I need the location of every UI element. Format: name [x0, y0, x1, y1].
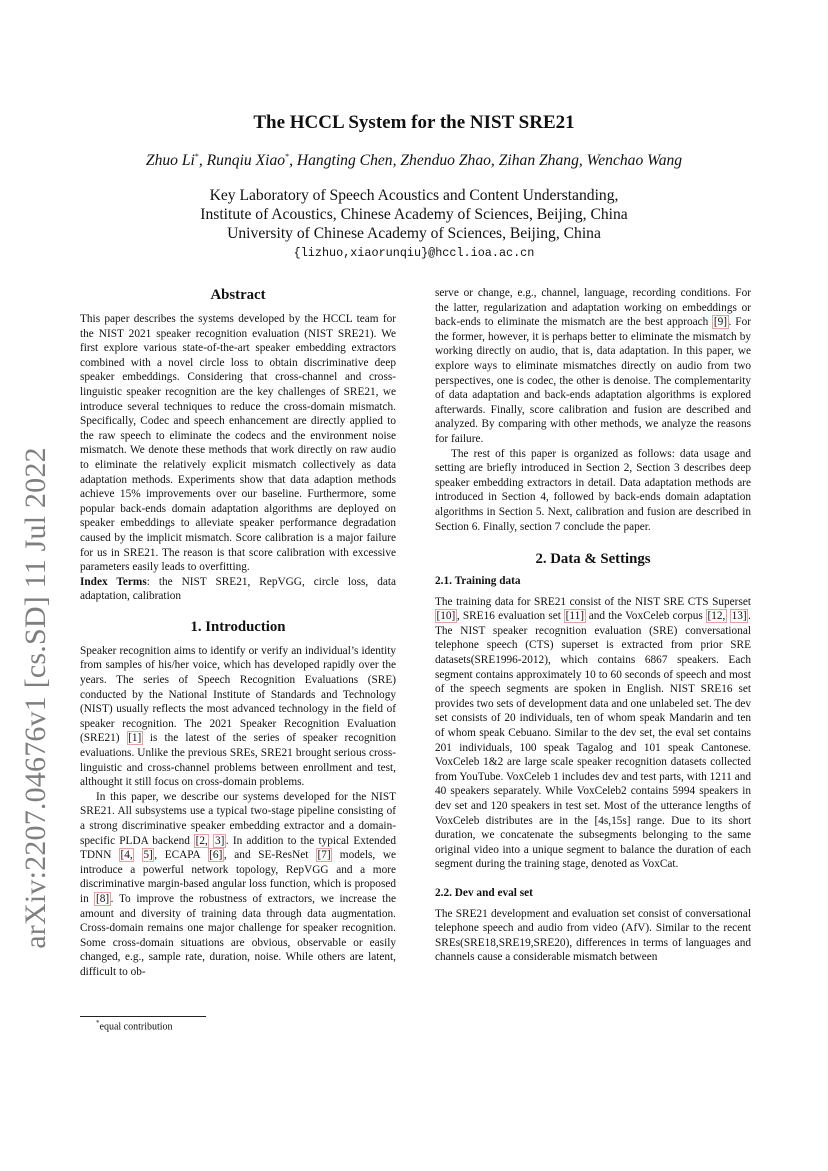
author-list: Zhuo Li*, Runqiu Xiao*, Hangting Chen, Zhenduo Zhao, Zihan Zhang, Wenchao Wang: [145, 152, 683, 170]
right-column: [435, 286, 751, 965]
index-terms: [80, 575, 396, 604]
citation-link[interactable]: [7]: [317, 849, 331, 862]
citation-link[interactable]: [2,: [195, 834, 208, 847]
footnote-mark: *: [96, 1019, 100, 1027]
dev-eval-subheading: 2.2. Dev and eval set: [435, 886, 533, 899]
abstract-heading: Abstract: [210, 287, 266, 303]
affiliation-line-2: Institute of Acoustics, Chinese Academy of Sciences, Beijing, China: [200, 206, 628, 223]
intro-paragraph-2: In this paper, we describe our systems developed for the NIST SRE21. All subsystems use a typical two-stage pipeline consisting of a strong discriminative speaker embedding extractor and a domain-specific PLDA backend [2, 3] . In addition to the typical Extended TDNN [4, 5] , ECAPA [6] , and SE-ResNet [7] models, we introduce a powerful network topology, RepVGG and a more discriminative margin-based angular loss function, which is proposed in [8] . To improve the robustness of extractors, we increase the amount and diversity of training data through data augmentation. Cross-domain remains one major challenge for speaker recognition. Some cross-domain situations are obvious, observable or easily changed, e.g., sample rate, duration, noise. While others are latent, difficult to ob-: [80, 790, 397, 978]
citation-link[interactable]: [12,: [707, 610, 726, 623]
footnote-divider: [80, 1016, 206, 1017]
author-2: Runqiu Xiao: [206, 152, 286, 170]
affiliation-line-3: University of Chinese Academy of Sciences, Beijing, China: [227, 225, 601, 242]
citation-link[interactable]: [4,: [120, 849, 133, 862]
left-column: [80, 286, 396, 980]
introduction-heading: 1. Introduction: [190, 618, 286, 635]
citation-link[interactable]: [10]: [436, 610, 456, 623]
citation-link[interactable]: [1]: [128, 732, 142, 745]
footnote: [96, 1019, 173, 1032]
affiliation-line-1: Key Laboratory of Speech Acoustics and Content Understanding,: [209, 187, 619, 204]
footnote-text: equal contribution: [99, 1021, 173, 1033]
data-settings-heading: 2. Data & Settings: [535, 551, 651, 568]
intro-paragraph-1: Speaker recognition aims to identify or verify an individual’s identity from samples of his/her voice, which has developed rapidly over the years. The series of Speech Recognition Evaluations (SRE) conducted by the National Institute of Standards and Technology (NIST) usually reflects the most advanced technology in the field of speaker recognition. The 2021 Speaker Recognition Evaluation (SRE21) [1] is the latest of the series of speaker recognition evaluations. Unlike the previous SREs, SRE21 brought serious cross-linguistic and cross-channel problems between enrollment and test, althought it still focus on cross-domain problems.: [80, 644, 396, 789]
intro-paragraph-4: The rest of this paper is organized as follows: data usage and setting are briefly introduced in Section 2, Section 3 describes deep speaker embedding extractors in detail. Data adaptation methods are introduced in Section 4, followed by back-ends domain adaptation algorithms in Section 5. Next, calibration and fusion are described in Section 6. Finally, section 7 conclude the paper.: [435, 447, 751, 533]
index-terms-text: : the NIST SRE21, RepVGG, circle loss, data adaptation, calibration: [80, 575, 397, 603]
citation-link[interactable]: 3]: [214, 834, 225, 847]
dev-eval-paragraph: The SRE21 development and evaluation set consist of conversational telephone speech and audio from video (AfV). Similar to the recent SREs(SRE18,SRE19,SRE20), differences in terms of languages and channels cause a considerable mismatch between: [435, 907, 751, 964]
training-data-subheading: 2.1. Training data: [435, 575, 521, 588]
citation-link[interactable]: 13]: [731, 610, 747, 623]
intro-paragraph-3: serve or change, e.g., channel, language, recording conditions. For the latter, regularization and adaptation working on embeddings or back-ends to eliminate the mismatch are the best approach [9] . For the former, however, it is perhaps better to eliminate the mismatch by working directly on audio, that is, data adaptation. In this paper, we explore ways to eliminate mismatches directly on audio from two perspectives, one is codec, the other is denoise. The complementarity of data adaptation and back-ends adaptation algorithms is explored afterwards. Finally, score calibration and fusion are described and analyzed. By comparing with other methods, we analyze the reasons for failure.: [435, 287, 751, 445]
index-terms-label: Index Terms: [80, 575, 147, 588]
citation-link[interactable]: [9]: [713, 316, 727, 329]
arxiv-identifier: arXiv:2207.04676v1 [cs.SD] 11 Jul 2022: [19, 447, 52, 949]
author-1: Zhuo Li: [145, 152, 195, 170]
training-data-paragraph: The training data for SRE21 consist of the NIST SRE CTS Superset [10] , SRE16 evaluation set [11] and the VoxCeleb corpus [12, 13] . The NIST speaker recognition evaluation (SRE) conversational telephone speech (CTS) superset is extracted from prior SRE datasets(SRE1996-2012), which contains 6867 speakers. Each segment contains approximately 10 to 60 seconds of speech and most of the speech segments are spoken in English. NIST SRE16 set provides two sets of development data and one unlabeled set. The dev set consists of 20 individuals, ten of whom speak Mandarin and ten of whom speak Cebuano. Similar to the dev set, the eval set contains 201 individuals, 100 speak Tagalog and 101 speak Cantonese. VoxCeleb 1&2 are large scale speaker recognition datasets collected from YouTube. VoxCeleb 1 includes dev and test parts, with 1211 and 40 speakers separately. While VoxCeleb2 contains 5994 speakers in dev set and 120 speakers in test set. Most of the utterance lengths of VoxCeleb distributes are in the [4s,15s] range. Due to its short duration, we concatenate the subsegments belonging to the same original video into a unique segment to balance the duration of each segment during the training stage, denoted as VoxCat.: [435, 595, 752, 871]
abstract-text: This paper describes the systems developed by the HCCL team for the NIST 2021 speaker recognition evaluation (NIST SRE21). We first explore various state-of-the-art speaker embedding extractors combined with a novel circle loss to obtain discriminative deep speaker embeddings. Considering that cross-channel and cross-linguistic speaker recognition are the key challenges of SRE21, we introduce several techniques to reduce the cross-domain mismatch. Specifically, Codec and speech enhancement are directly applied to the raw speech to eliminate the codecs and the environment noise mismatch. We denote these methods that work directly on raw audio to eliminate the relatively explicit mismatch collectively as data adaptation methods. Experiments show that data adaption methods achieve 15% improvements over our baseline. Furthermore, some popular back-ends domain adaptation algorithms are deployed on speaker embeddings to alleviate speaker performance degradation caused by the implicit mismatch. Score calibration is a major failure for us in SRE21. The reason is that score calibration with excessive parameters easily leads to overfitting.: [80, 313, 396, 574]
contact-email: {lizhuo,xiaorunqiu}@hccl.ioa.ac.cn: [293, 246, 535, 260]
citation-link[interactable]: [6]: [209, 849, 223, 862]
equal-contribution-mark: *: [194, 152, 199, 161]
other-authors: Hangting Chen, Zhenduo Zhao, Zihan Zhang, Wenchao Wang: [296, 152, 683, 170]
citation-link[interactable]: 5]: [143, 849, 153, 862]
paper-title: The HCCL System for the NIST SRE21: [253, 112, 575, 133]
equal-contribution-mark: *: [285, 152, 290, 161]
citation-link[interactable]: [8]: [95, 892, 110, 905]
citation-link[interactable]: [11]: [565, 610, 585, 623]
